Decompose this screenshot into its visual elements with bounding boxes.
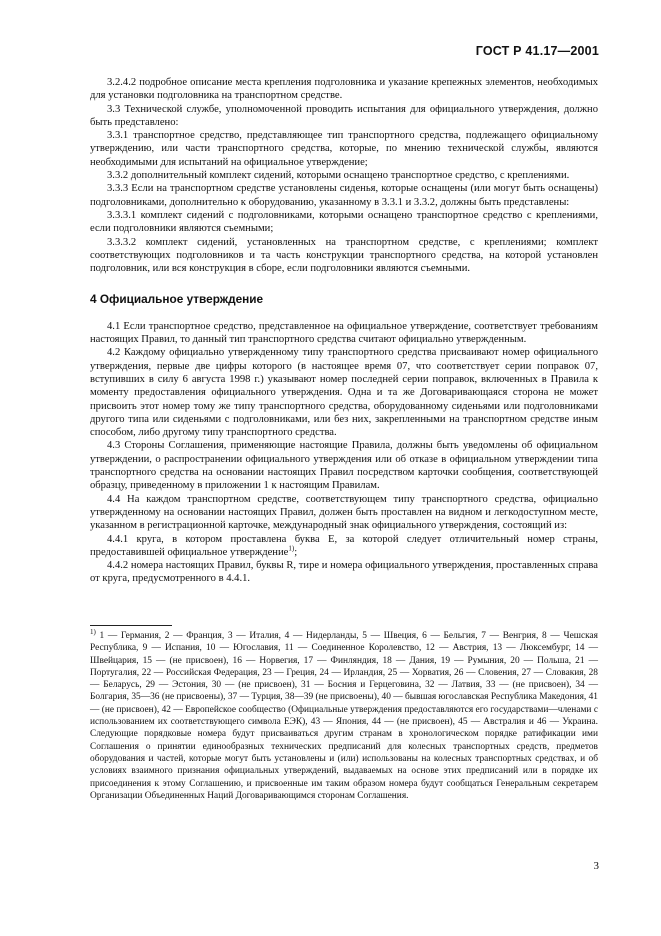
paragraph-4-1: 4.1 Если транспортное средство, представленное на официальное утверждение, соответствует требованиям настоящих Правил, то данный тип транспортного средства считают официально утвержденным. — [90, 320, 598, 346]
paragraph-3-3-1: 3.3.1 транспортное средство, представляющее тип транспортного средства, подлежащего официальному утверждению, или части транспортного средства, которые, по мнению технической службы, являются необходимыми для испытаний на официальное утверждение; — [90, 130, 598, 168]
page-number: 3 — [593, 860, 599, 872]
footnote-marker: 1) — [288, 544, 295, 553]
section-title: 4 Официальное утверждение — [90, 292, 264, 307]
paragraph-4-4-1 — [90, 533, 598, 560]
footnote — [90, 627, 598, 802]
paragraph-3-3-3: 3.3.3 Если на транспортном средстве установлены сиденья, которые оснащены (или могут быть оснащены) подголовниками, дополнительно к оборудованию, указанному в 3.3.1 и 3.3.2, должны быть представлены: — [90, 183, 598, 208]
document-body — [90, 76, 598, 586]
document-code-header: ГОСТ Р 41.17—2001 — [475, 44, 599, 58]
paragraph-4-2: 4.2 Каждому официально утвержденному типу транспортного средства присваивают номер официального утверждения, первые две цифры которого (в настоящее время 07, что соответствует серии поправок 07, вступивших в силу 6 августа 1998 г.) указывают номер последней серии поправок, включенных в Правила к моменту предоставления официального утверждения. Одна и та же Договаривающаяся сторона не может присвоить этот номер тому же типу транспортного средства, оборудованному сиденьями или подголовниками другого типа или сиденьями с подголовниками, или без них, закрепленными на транспортном средстве иным способом, либо другому типу транспортного средства. — [90, 347, 598, 439]
paragraph-4-4-2: 4.4.2 номера настоящих Правил, буквы R, тире и номера официального утверждения, проставленных справа от круга, предусмотренного в 4.4.1. — [90, 560, 598, 585]
footnote-text-block — [90, 627, 598, 802]
paragraph-4-4-1-tail: ; — [294, 546, 298, 558]
paragraph-3-3-3-1: 3.3.3.1 комплект сидений с подголовниками, которыми оснащено транспортное средство с креплениями, если подголовники являются съемными; — [90, 209, 598, 235]
paragraph-3-3-3-2: 3.3.3.2 комплект сидений, установленных на транспортном средстве, с креплениями; комплект соответствующих подголовников и та часть конструкции транспортного средства, на которой установлен подголовник, или вся конструкция в сборе, если подголовники являются съемными. — [90, 236, 598, 275]
footnote-text: 1 — Германия, 2 — Франция, 3 — Италия, 4 — Нидерланды, 5 — Швеция, 6 — Бельгия, 7 — Венгрия, 8 — Чешская Республика, 9 — Испания, 10 — Югославия, 11 — Соединенное Королевство, 12 — Австрия, 13 — Люксембург, 14 — Швейцария, 15 — (не присвоен), 16 — Норвегия, 17 — Финляндия, 18 — Дания, 19 — Румыния, 20 — Польша, 21 — Португалия, 22 — Российская Федерация, 23 — Греция, 24 — Ирландия, 25 — Хорватия, 26 — Словения, 27 — Словакия, 28 — Беларусь, 29 — Эстония, 30 — (не присвоен), 31 — Босния и Герцеговина, 32 — Латвия, 33 — (не присвоен), 34 — Болгария, 35—36 (не присвоены), 37 — Турция, 38—39 (не присвоены), 40 — бывшая югославская Республика Македония, 41 — (не присвоен), 42 — Европейское сообщество (Официальные утверждения предоставляются его государствами—членами с использованием их соответствующего символа ЕЭК), 43 — Япония, 44 — (не присвоен), 45 — Австралия и 46 — Украина. Следующие порядковые номера будут присваиваться другим странам в хронологическом порядке ратификации ими Соглашения о принятии единообразных технических предписаний для колесных транспортных средств, предметов оборудования и частей, которые могут быть установлены и (или) использованы на колесных транспортных средствах, и об условиях взаимного признания официальных утверждений, выдаваемых на основе этих предписаний или в порядке их присоединения к этому Соглашению, и присвоенные им таким образом номера будут сообщаться Генеральным секретарем Организации Объединенных Наций Договаривающимся сторонам Соглашения. — [90, 631, 598, 801]
paragraph-4-3: 4.3 Стороны Соглашения, применяющие настоящие Правила, должны быть уведомлены об официальном утверждении, о распространении официального утверждения или об отказе в официальном утверждении типа транспортного средства на основании настоящих Правил посредством карточки сообщения, соответствующей образцу, приведенному в приложении 1 к настоящим Правилам. — [90, 440, 598, 492]
paragraph-3-3: 3.3 Технической службе, уполномоченной проводить испытания для официального утверждения, должно быть представлено: — [90, 103, 598, 128]
paragraph-4-4: 4.4 На каждом транспортном средстве, соответствующем типу транспортного средства, официально утвержденному на основании настоящих Правил, должен быть проставлен на видном и легкодоступном месте, указанном в регистрационной карточке, международный знак официального утверждения, состоящий из: — [90, 493, 598, 532]
paragraph-4-4-1-text: 4.4.1 круга, в котором проставлена буква Е, за которой следует отличительный номер страны, предоставившей официальное утверждение — [90, 533, 598, 558]
footnote-number: 1) — [90, 627, 96, 636]
footnote-separator — [90, 625, 172, 626]
paragraph-3-2-4-2: 3.2.4.2 подробное описание места крепления подголовника и указание крепежных элементов, необходимых для установки подголовника на транспортном средстве. — [90, 77, 598, 102]
paragraph-3-3-2: 3.3.2 дополнительный комплект сидений, которыми оснащено транспортное средство, с креплениями. — [107, 170, 570, 182]
